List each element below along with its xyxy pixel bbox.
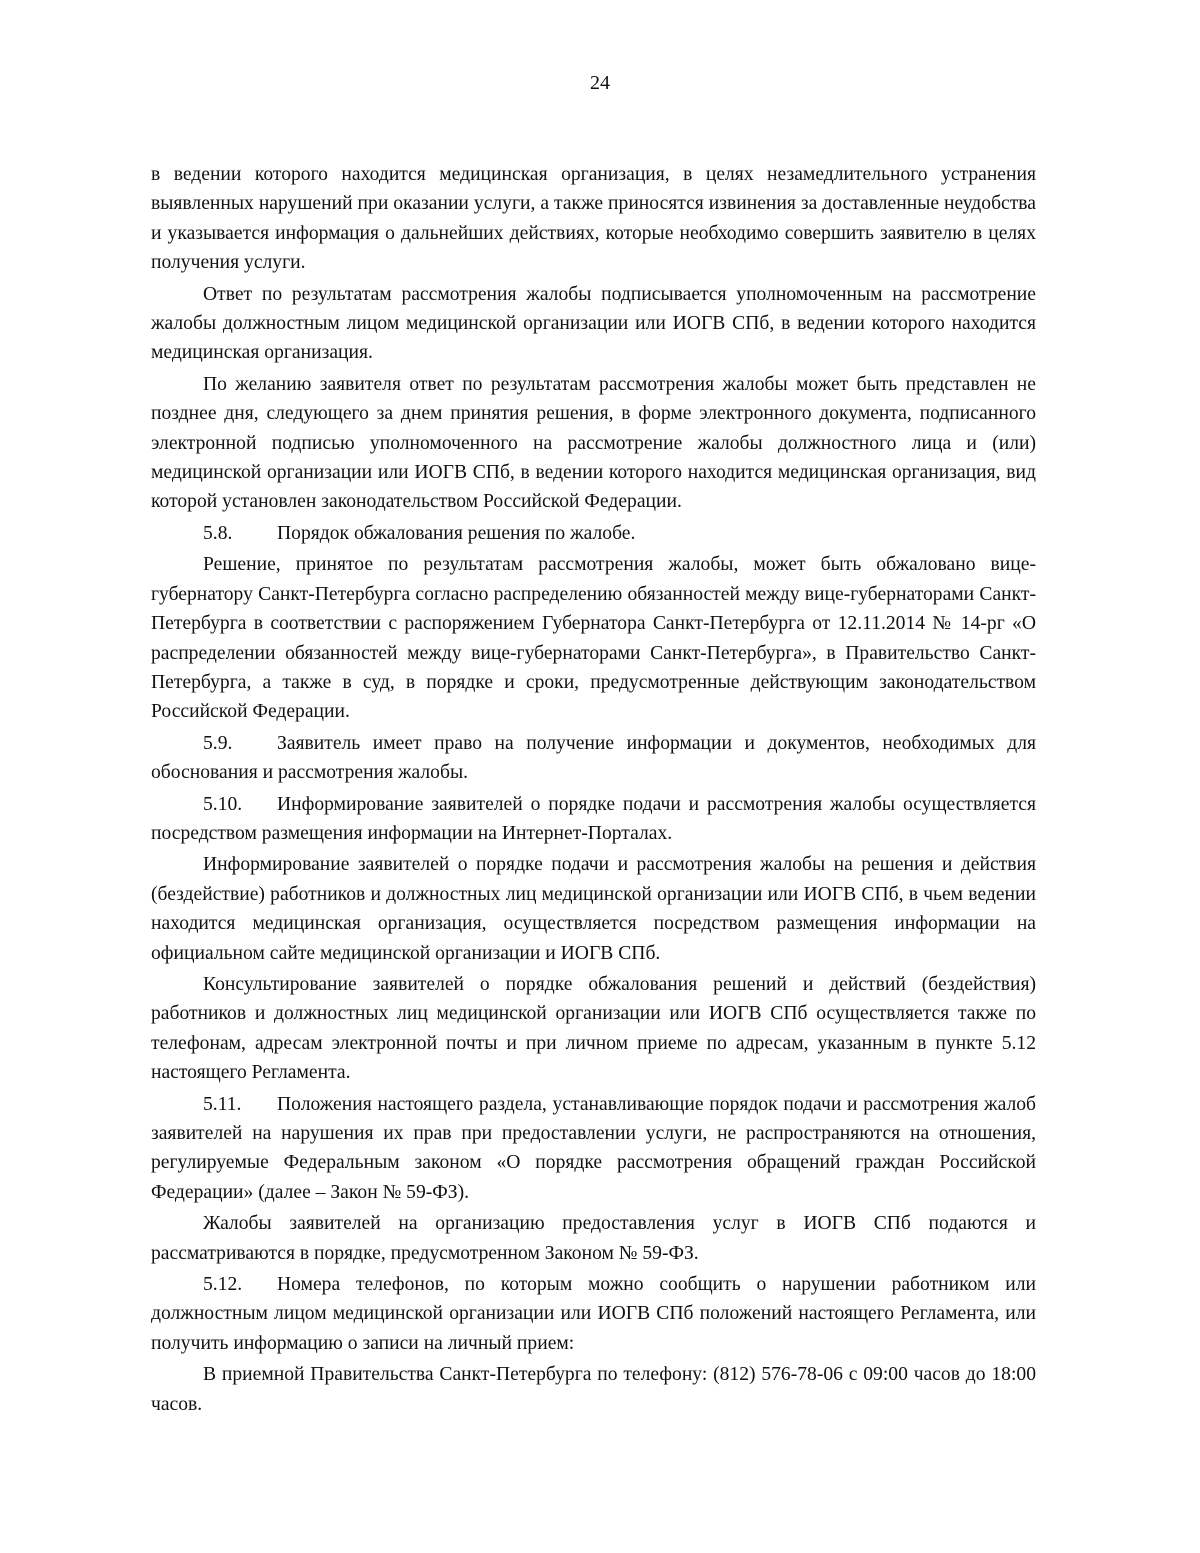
paragraph-continuation: в ведении которого находится медицинская организация, в целях незамедлительного устранения выявленных нарушений при оказании услуги, а также приносятся извинения за доставленные неудобства и указывается информация о дальнейших действиях, которые необходимо совершить заявителю в целях получения услуги.: [151, 164, 1036, 274]
section-number: 5.12.: [203, 1274, 243, 1296]
document-body: [151, 160, 1036, 1421]
paragraph-answer-signature: Ответ по результатам рассмотрения жалобы подписывается уполномоченным на рассмотрение жалобы должностным лицом медицинской организации или ИОГВ СПб, в ведении которого находится медицинская организация.: [151, 283, 1036, 364]
section-number: 5.10.: [203, 793, 243, 815]
paragraph-consulting: Консультирование заявителей о порядке обжалования решений и действий (бездействия) работников и должностных лиц медицинской организации или ИОГВ СПб осуществляется также по телефонам, адресам электронной почты и при личном приеме по адресам, указанным в пункте 5.12 настоящего Регламента.: [151, 973, 1036, 1084]
section-5-8: [151, 519, 1036, 548]
paragraph-electronic-answer: По желанию заявителя ответ по результатам рассмотрения жалобы может быть представлен не позднее дня, следующего за днем принятия решения, в форме электронного документа, подписанного электронной подписью уполномоченного на рассмотрение жалобы должностного лица и (или) медицинской организации или ИОГВ СПб, в ведении которого находится медицинская организация, вид которой установлен законодательством Российской Федерации.: [151, 373, 1036, 513]
section-text: Порядок обжалования решения по жалобе.: [277, 522, 636, 544]
paragraph-informing: Информирование заявителей о порядке подачи и рассмотрения жалобы на решения и действия (бездействие) работников и должностных лиц медицинской организации или ИОГВ СПб, в чьем ведении находится медицинская организация, осуществляется посредством размещения информации на официальном сайте медицинской организации и ИОГВ СПб.: [151, 854, 1036, 964]
section-5-12: [151, 1270, 1036, 1358]
section-5-10: [151, 790, 1036, 849]
section-number: 5.9.: [203, 732, 233, 754]
page-number: 24: [590, 72, 610, 94]
section-5-11: [151, 1090, 1036, 1208]
paragraph-complaints-iogv: Жалобы заявителей на организацию предоставления услуг в ИОГВ СПб подаются и рассматриваются в порядке, предусмотренном Законом № 59-ФЗ.: [151, 1213, 1036, 1264]
paragraph-reception-phone: В приемной Правительства Санкт-Петербурга по телефону: (812) 576-78-06 с 09:00 часов до 18:00 часов.: [151, 1364, 1036, 1415]
paragraph-appeal-decision: Решение, принятое по результатам рассмотрения жалобы, может быть обжаловано вице-губернатору Санкт-Петербурга согласно распределению обязанностей между вице-губернаторами Санкт-Петербурга в соответствии с распоряжением Губернатора Санкт-Петербурга от 12.11.2014 № 14-рг «О распределении обязанностей между вице-губернаторами Санкт-Петербурга», в Правительство Санкт-Петербурга, а также в суд, в порядке и сроки, предусмотренные действующим законодательством Российской Федерации.: [151, 554, 1036, 723]
section-number: 5.11.: [203, 1093, 242, 1115]
section-text: Заявитель имеет право на получение информации и документов, необходимых для обоснования и рассмотрения жалобы.: [151, 732, 1036, 784]
section-text: Информирование заявителей о порядке подачи и рассмотрения жалобы осуществляется посредством размещения информации на Интернет-Порталах.: [151, 793, 1036, 844]
section-text: Номера телефонов, по которым можно сообщить о нарушении работником или должностным лицом медицинской организации или ИОГВ СПб положений настоящего Регламента, или получить информацию о записи на личный прием:: [151, 1274, 1036, 1354]
section-number: 5.8.: [203, 522, 233, 544]
section-5-9: [151, 729, 1036, 788]
section-text: Положения настоящего раздела, устанавливающие порядок подачи и рассмотрения жалоб заявителей на нарушения их прав при предоставлении услуги, не распространяются на отношения, регулируемые Федеральным законом «О порядке рассмотрения обращений граждан Российской Федерации» (далее – Закон № 59-ФЗ).: [151, 1093, 1036, 1203]
